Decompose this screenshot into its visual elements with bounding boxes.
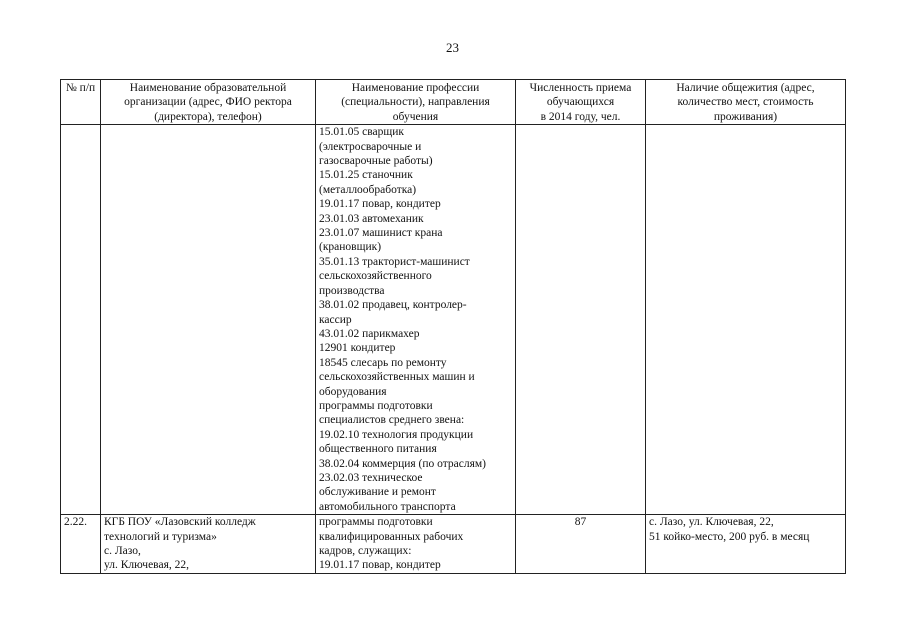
profession-line: квалифицированных рабочих	[319, 530, 464, 543]
profession-line: 23.01.03 автомеханик	[319, 212, 424, 225]
header-line: Наименование образовательной	[129, 82, 287, 94]
profession-line: кадров, служащих:	[319, 545, 412, 557]
header-number	[61, 80, 101, 125]
profession-line: кассир	[319, 313, 352, 326]
profession-line: 35.01.13 тракторист-машинист	[319, 255, 470, 268]
header-line: обучения	[392, 110, 439, 123]
enrollment-cell	[516, 515, 646, 574]
profession-line: 19.01.17 повар, кондитер	[319, 559, 441, 572]
enrollment-cell	[516, 125, 646, 515]
profession-line: газосварочные работы)	[319, 155, 433, 168]
profession-line: программы подготовки	[319, 399, 433, 412]
profession-line: 12901 кондитер	[319, 342, 396, 355]
row-number-cell	[61, 515, 101, 574]
profession-line: 19.02.10 технология продукции	[319, 428, 474, 441]
profession-line: сельскохозяйственных машин и	[319, 371, 475, 384]
table-body	[61, 125, 846, 574]
profession-line: 38.01.02 продавец, контролер-	[319, 299, 467, 312]
header-line: количество мест, стоимость	[677, 96, 814, 109]
profession-line: общественного питания	[319, 443, 437, 456]
table-header	[61, 80, 846, 125]
header-line: обучающихся	[546, 96, 615, 109]
organization-line: КГБ ПОУ «Лазовский колледж	[104, 516, 256, 529]
header-line: проживания)	[713, 110, 778, 123]
header-line: (специальности), направления	[341, 96, 490, 109]
header-line: (директора), телефон)	[154, 110, 262, 123]
profession-line: сельскохозяйственного	[319, 270, 432, 283]
profession-line: 23.01.07 машинист крана	[319, 227, 443, 240]
organization-cell	[101, 515, 316, 574]
profession-line: специалистов среднего звена:	[319, 414, 465, 427]
header-enrollment	[516, 80, 646, 125]
table-row	[61, 515, 846, 574]
profession-line: (металлообработка)	[319, 183, 417, 196]
enrollment-value: 87	[574, 516, 587, 529]
profession-line: (крановщик)	[319, 241, 382, 254]
profession-line: (электросварочные и	[319, 140, 422, 153]
header-line: № п/п	[65, 82, 96, 94]
dormitory-line: с. Лазо, ул. Ключевая, 22,	[649, 516, 774, 529]
profession-line: производства	[319, 284, 385, 297]
organization-cell	[101, 125, 316, 515]
dormitory-line: 51 койко-место, 200 руб. в месяц	[649, 530, 810, 543]
profession-line: обслуживание и ремонт	[319, 486, 436, 499]
row-number: 2.22.	[64, 516, 87, 529]
organization-line: с. Лазо,	[104, 545, 141, 557]
organization-line: ул. Ключевая, 22,	[104, 559, 189, 572]
header-dormitory	[646, 80, 846, 125]
profession-line: 18545 слесарь по ремонту	[319, 356, 447, 369]
page-number: 23	[446, 40, 459, 55]
organization-line: технологий и туризма»	[104, 530, 217, 543]
header-profession	[316, 80, 516, 125]
profession-line: автомобильного транспорта	[319, 500, 456, 513]
header-row	[61, 80, 846, 125]
profession-line: 43.01.02 парикмахер	[319, 327, 420, 340]
profession-cell	[316, 515, 516, 574]
dormitory-cell	[646, 515, 846, 574]
row-number-cell	[61, 125, 101, 515]
header-line: Численность приема	[529, 82, 632, 94]
profession-line: 15.01.25 станочник	[319, 169, 413, 182]
profession-line: 23.02.03 техническое	[319, 471, 423, 484]
profession-line: 15.01.05 сварщик	[319, 126, 404, 139]
header-line: Наличие общежития (адрес,	[676, 82, 815, 94]
header-organization	[101, 80, 316, 125]
profession-cell	[316, 125, 516, 515]
table-row	[61, 125, 846, 515]
institutions-table	[60, 79, 846, 574]
header-line: Наименование профессии	[351, 82, 480, 94]
dormitory-cell	[646, 125, 846, 515]
profession-line: 19.01.17 повар, кондитер	[319, 198, 441, 211]
profession-line: оборудования	[319, 385, 387, 398]
profession-line: 38.02.04 коммерция (по отраслям)	[319, 457, 487, 470]
header-line: организации (адрес, ФИО ректора	[124, 96, 292, 109]
profession-line: программы подготовки	[319, 516, 433, 529]
header-line: в 2014 году, чел.	[540, 110, 621, 123]
